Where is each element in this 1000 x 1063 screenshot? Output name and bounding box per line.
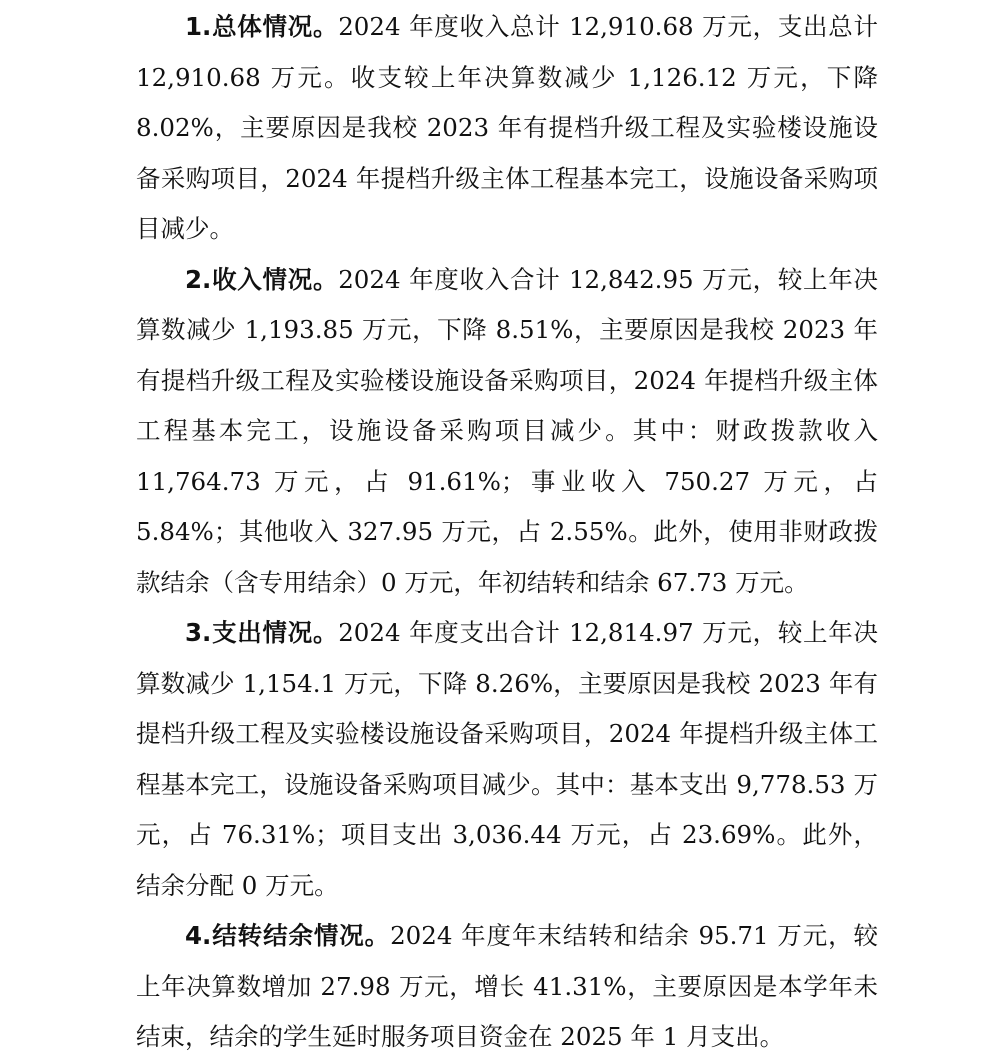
section-text: 2024 年度收入合计 12,842.95 万元，较上年决算数减少 1,193.85 万元，下降 8.51%，主要原因是我校 2023 年有提档升级工程及实验楼设施设备采购项目，2024 年提档升级主体工程基本完工，设施设备采购项目减少。其中：财政拨款收入 11,764.73 万元，占 91.61%；事业收入 750.27 万元，占 5.84%；其他收入 327.95 万元，占 2.55%。此外，使用非财政拨款结余（含专用结余）0 万元，年初结转和结余 67.73 万元。 [136, 264, 879, 597]
section-heading: 2.收入情况。 [185, 264, 339, 294]
section-overall [136, 2, 878, 255]
section-heading: 3.支出情况。 [185, 618, 339, 647]
section-text: 2024 年度年末结转和结余 95.71 万元，较上年决算数增加 27.98 万元，增长 41.31%，主要原因是本学年未结束，结余的学生延时服务项目资金在 2025 年 1 月支出。 [136, 921, 878, 1051]
section-heading: 4.结转结余情况。 [185, 921, 391, 950]
document-body [136, 2, 878, 1063]
section-expenditure [136, 608, 878, 911]
section-carryover [136, 911, 878, 1063]
section-text: 2024 年度收入总计 12,910.68 万元，支出总计 12,910.68 万元。收支较上年决算数减少 1,126.12 万元，下降 8.02%，主要原因是我校 2023 年有提档升级工程及实验楼设施设备采购项目，2024 年提档升级主体工程基本完工，设施设备采购项目减少。 [136, 12, 879, 243]
section-heading: 1.总体情况。 [185, 12, 339, 41]
section-income [136, 255, 878, 609]
section-text: 2024 年度支出合计 12,814.97 万元，较上年决算数减少 1,154.1 万元，下降 8.26%，主要原因是我校 2023 年有提档升级工程及实验楼设施设备采购项目，2024 年提档升级主体工程基本完工，设施设备采购项目减少。其中：基本支出 9,778.53 万元，占 76.31%；项目支出 3,036.44 万元，占 23.69%。此外，结余分配 0 万元。 [136, 618, 879, 900]
